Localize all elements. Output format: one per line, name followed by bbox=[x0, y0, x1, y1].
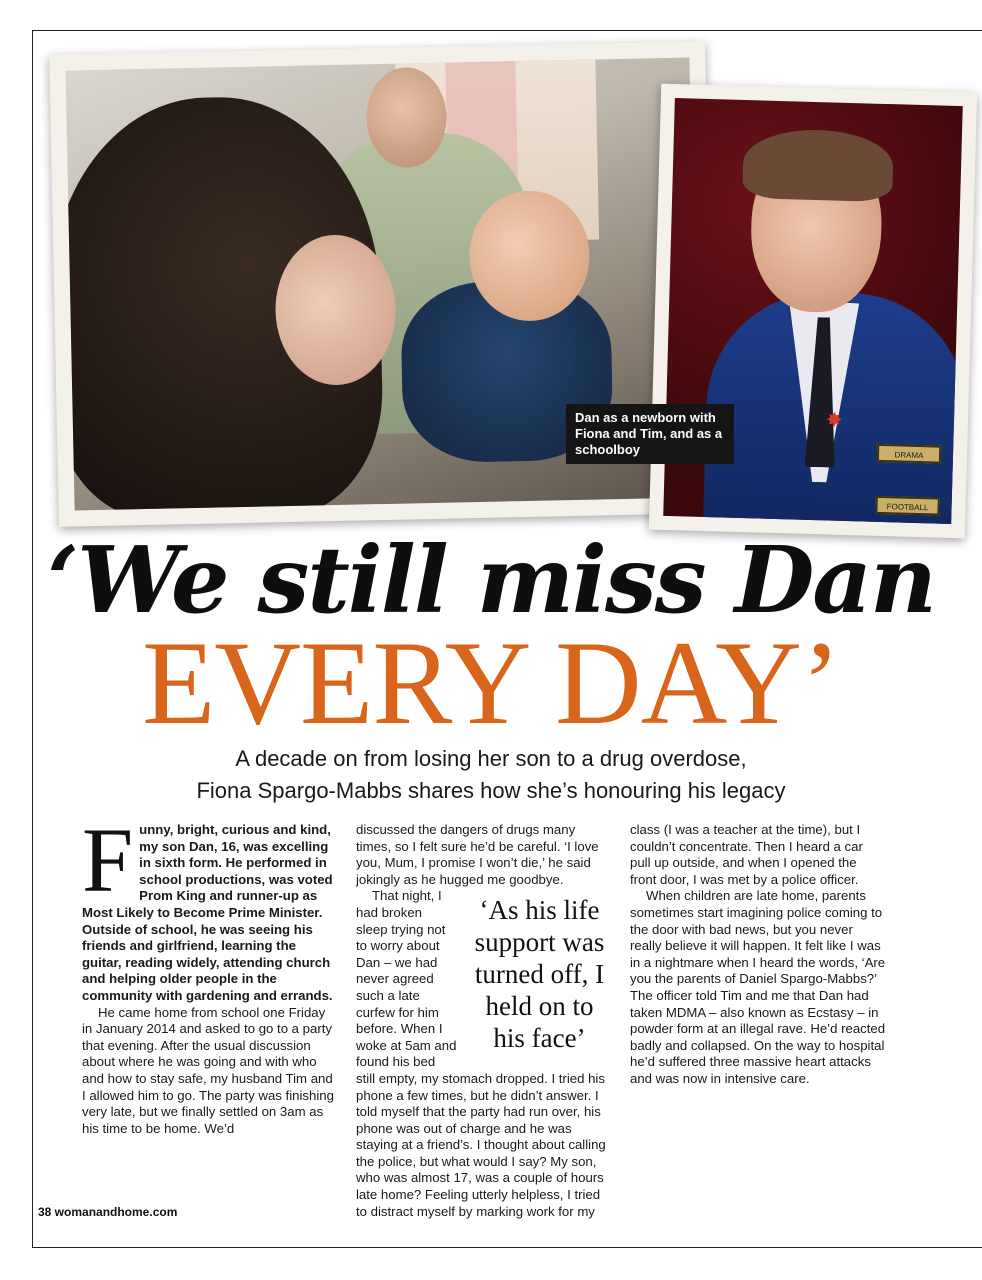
intro-paragraph bbox=[82, 809, 336, 1005]
photo-caption: Dan as a newborn with Fiona and Tim, and as a schoolboy bbox=[566, 404, 734, 464]
photo-schoolboy bbox=[649, 84, 977, 539]
body-paragraph: He came home from school one Friday in January 2014 and asked to go to a party that evening. After the usual discussion about where he was going and with who and how to stay safe, my husband Tim and I allowed him to go. The party was finishing very late, but we finally settled on 3am as his time to be home. We’d bbox=[82, 1004, 334, 1136]
blazer-badge: FOOTBALL bbox=[875, 496, 939, 516]
headline-line2: EVERY DAY’ bbox=[142, 616, 840, 749]
intro-text: unny, bright, curious and kind, my son Dan, 16, was excelling in sixth form. He performed in school productions, was voted Prom King and runner-up as Most Likely to Become Prime Minister. Outside of school, he was seeing his friends and girlfriend, learning the guitar, reading widely, attending church and helping older people in the community with gardening and errands. bbox=[82, 822, 333, 1003]
article-column-1 bbox=[82, 809, 336, 1137]
body-paragraph: When children are late home, parents sometimes start imagining police coming to the door with bad news, but you never really believe it will happen. It felt like I was in a nightmare when I heard the words, ‘Are you the parents of Daniel Spargo-Mabbs?’ The officer told Tim and me that Dan had taken MDMA – also known as Ecstasy – in powder form at an illegal rave. He’d reacted badly and collapsed. On the way to hospital he’d suffered three massive heart attacks and was now in intensive care. bbox=[630, 888, 886, 1086]
article-column-2 bbox=[356, 822, 612, 1220]
drop-cap: F bbox=[82, 809, 134, 911]
pin-icon: ✸ bbox=[825, 409, 844, 432]
pull-quote: ‘As his life support was turned off, I held on to his face’ bbox=[474, 895, 605, 1054]
standfirst bbox=[0, 743, 982, 807]
body-paragraph: class (I was a teacher at the time), but I couldn’t concentrate. Then I heard a car pull up outside, and when I opened the front door, I was met by a police officer. bbox=[630, 822, 863, 887]
standfirst-line1: A decade on from losing her son to a drug overdose, bbox=[235, 746, 747, 771]
headline-line1: ‘We still miss Dan bbox=[47, 526, 935, 634]
article-column-3 bbox=[630, 822, 886, 1088]
body-paragraph: That night, I had broken sleep trying not to worry about Dan – we had never agreed such a late curfew for him before. When I woke at 5am and found his bed still empty, my stomach dropped. I tried his phone a few times, but he didn’t answer. I told myself that the party had run over, his phone was out of charge and he was staying at a friend’s. I thought about calling the police, but what would I say? My son, who was almost 17, was a couple of hours late home? Feeling utterly helpless, I tried to distract myself by marking work for my bbox=[356, 888, 606, 1219]
page-folio: 38 womanandhome.com bbox=[38, 1205, 178, 1219]
body-paragraph: discussed the dangers of drugs many times, so I felt sure he’d be careful. ‘I love you, Mum, I promise I won’t die,’ he said jokingly as he hugged me goodbye. bbox=[356, 822, 599, 887]
standfirst-line2: Fiona Spargo-Mabbs shares how she’s honouring his legacy bbox=[196, 778, 786, 803]
blazer-badge: DRAMA bbox=[877, 444, 941, 464]
